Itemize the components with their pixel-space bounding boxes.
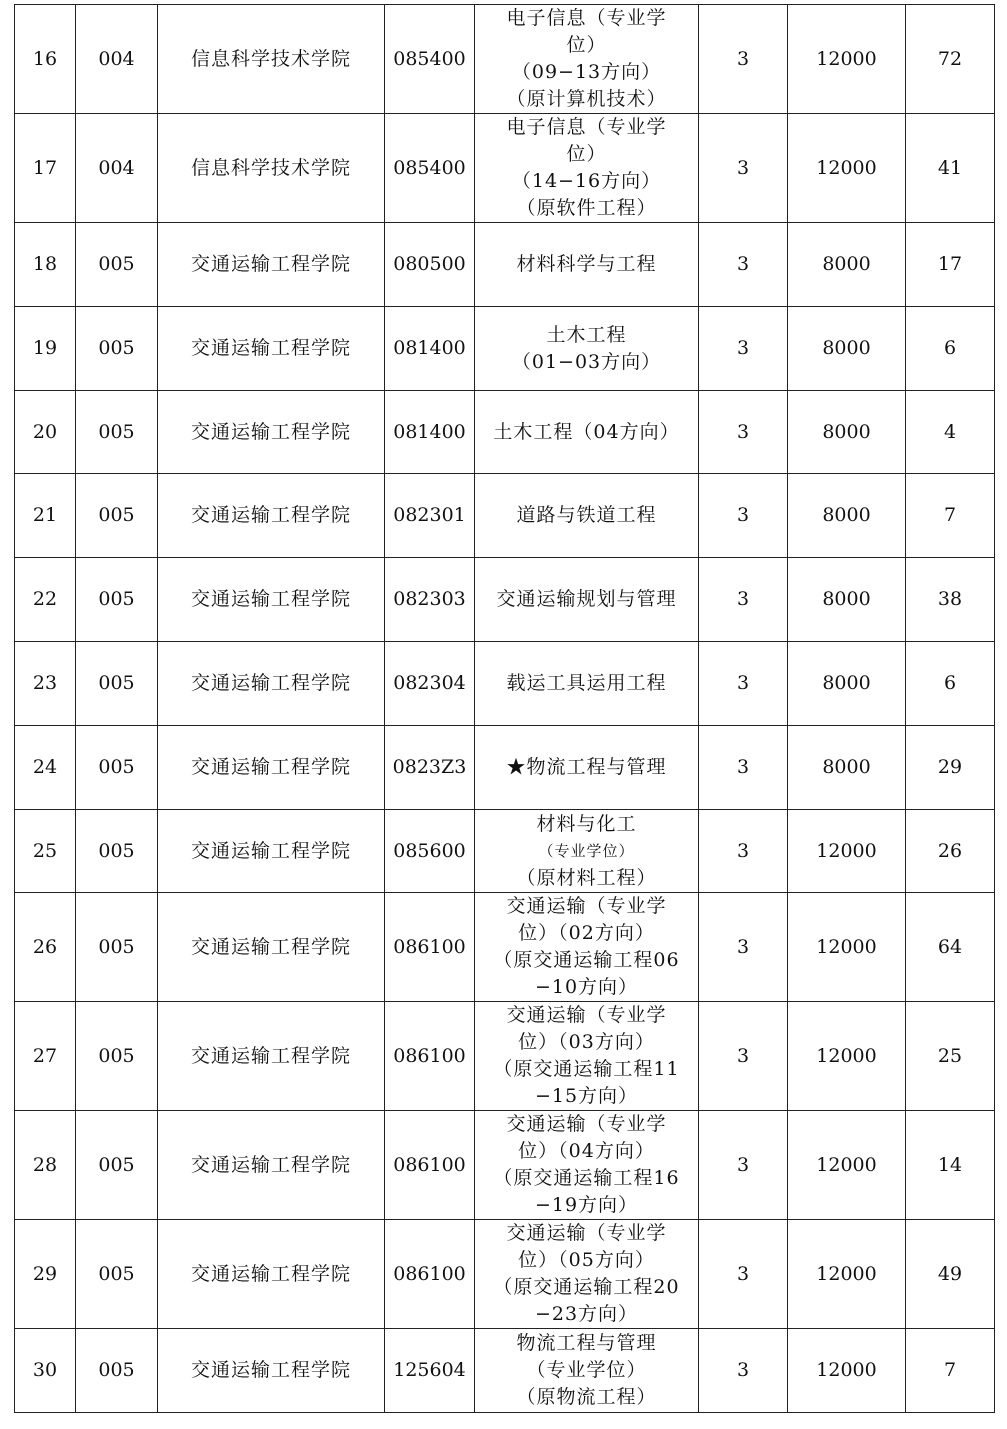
- table-row: [15, 1220, 995, 1329]
- tuition-cell: 8000: [788, 642, 906, 726]
- major-code-cell: 080500: [385, 223, 475, 307]
- major-name-line: 电子信息（专业学: [506, 116, 667, 138]
- major-name-line: （原交通运输工程11: [493, 1058, 680, 1080]
- table-row: [15, 810, 995, 893]
- major-code-cell: 125604: [385, 1329, 475, 1413]
- major-name-line: （原交通运输工程20: [493, 1276, 680, 1298]
- years-cell: 3: [699, 558, 788, 642]
- major-name-line: 位）（05方向）: [518, 1249, 655, 1271]
- major-name-cell: [475, 307, 699, 391]
- major-name-line: （原物流工程）: [516, 1386, 657, 1408]
- row-number-cell: 22: [15, 558, 76, 642]
- college-name-cell: 交通运输工程学院: [158, 1002, 385, 1111]
- major-name-cell: [475, 391, 699, 474]
- table-row: [15, 642, 995, 726]
- row-number-cell: 18: [15, 223, 76, 307]
- major-code-cell: 082303: [385, 558, 475, 642]
- quota-cell: 38: [906, 558, 995, 642]
- major-name-line: −23方向）: [534, 1303, 639, 1325]
- quota-cell: 17: [906, 223, 995, 307]
- college-name-cell: 交通运输工程学院: [158, 726, 385, 810]
- major-name-cell: [475, 558, 699, 642]
- row-number-cell: 25: [15, 810, 76, 893]
- row-number-cell: 17: [15, 114, 76, 223]
- table-row: [15, 223, 995, 307]
- major-name-line: 物流工程与管理: [516, 1332, 657, 1354]
- college-code-cell: 005: [76, 1329, 158, 1413]
- college-code-cell: 005: [76, 474, 158, 558]
- row-number-cell: 29: [15, 1220, 76, 1329]
- quota-cell: 14: [906, 1111, 995, 1220]
- tuition-cell: 12000: [788, 1002, 906, 1111]
- tuition-cell: 12000: [788, 893, 906, 1002]
- major-name-cell: [475, 1002, 699, 1111]
- row-number-cell: 28: [15, 1111, 76, 1220]
- college-name-cell: 交通运输工程学院: [158, 1111, 385, 1220]
- college-name-cell: 交通运输工程学院: [158, 1220, 385, 1329]
- major-name-line: −10方向）: [534, 976, 639, 998]
- major-name-line: ★物流工程与管理: [506, 756, 667, 778]
- major-name-line: 载运工具运用工程: [506, 672, 667, 694]
- major-code-cell: 086100: [385, 1220, 475, 1329]
- major-name-cell: [475, 114, 699, 223]
- college-name-cell: 交通运输工程学院: [158, 1329, 385, 1413]
- college-code-cell: 005: [76, 391, 158, 474]
- table-row: [15, 391, 995, 474]
- major-code-cell: 0823Z3: [385, 726, 475, 810]
- row-number-cell: 24: [15, 726, 76, 810]
- college-name-cell: 信息科学技术学院: [158, 5, 385, 114]
- major-name-line: 材料科学与工程: [516, 253, 657, 275]
- years-cell: 3: [699, 642, 788, 726]
- major-name-line: −19方向）: [534, 1194, 639, 1216]
- table-row: [15, 307, 995, 391]
- major-name-line: 交通运输（专业学: [506, 895, 667, 917]
- major-name-line: −15方向）: [534, 1085, 639, 1107]
- major-name-line: （专业学位）: [526, 1359, 647, 1381]
- major-name-line: 位）: [566, 34, 607, 56]
- major-name-line: 道路与铁道工程: [516, 504, 657, 526]
- tuition-cell: 12000: [788, 810, 906, 893]
- tuition-cell: 12000: [788, 1329, 906, 1413]
- college-code-cell: 005: [76, 558, 158, 642]
- major-name-line: 交通运输（专业学: [506, 1222, 667, 1244]
- major-note: （专业学位）: [538, 841, 635, 860]
- table-row: [15, 893, 995, 1002]
- quota-cell: 72: [906, 5, 995, 114]
- major-name-line: （原软件工程）: [516, 197, 657, 219]
- table-row: [15, 1329, 995, 1413]
- years-cell: 3: [699, 5, 788, 114]
- college-code-cell: 005: [76, 307, 158, 391]
- major-name-cell: [475, 1329, 699, 1413]
- row-number-cell: 19: [15, 307, 76, 391]
- years-cell: 3: [699, 1111, 788, 1220]
- quota-cell: 7: [906, 474, 995, 558]
- enrollment-table: [14, 4, 995, 1413]
- college-name-cell: 交通运输工程学院: [158, 893, 385, 1002]
- major-code-cell: 081400: [385, 391, 475, 474]
- major-name-cell: [475, 726, 699, 810]
- major-name-line: （01−03方向）: [511, 350, 662, 373]
- years-cell: 3: [699, 893, 788, 1002]
- row-number-cell: 26: [15, 893, 76, 1002]
- years-cell: 3: [699, 1002, 788, 1111]
- years-cell: 3: [699, 1220, 788, 1329]
- row-number-cell: 21: [15, 474, 76, 558]
- quota-cell: 7: [906, 1329, 995, 1413]
- major-name-line: 位）（03方向）: [518, 1031, 655, 1053]
- major-name-cell: [475, 474, 699, 558]
- major-name-cell: [475, 1111, 699, 1220]
- major-code-cell: 082301: [385, 474, 475, 558]
- major-name-line: 土木工程（04方向）: [493, 420, 680, 443]
- tuition-cell: 8000: [788, 558, 906, 642]
- quota-cell: 64: [906, 893, 995, 1002]
- years-cell: 3: [699, 474, 788, 558]
- tuition-cell: 8000: [788, 223, 906, 307]
- table-row: [15, 558, 995, 642]
- college-name-cell: 交通运输工程学院: [158, 558, 385, 642]
- major-name-line: 交通运输（专业学: [506, 1004, 667, 1026]
- major-name-cell: [475, 893, 699, 1002]
- major-name-cell: [475, 223, 699, 307]
- years-cell: 3: [699, 114, 788, 223]
- quota-cell: 6: [906, 307, 995, 391]
- table-row: [15, 1002, 995, 1111]
- years-cell: 3: [699, 1329, 788, 1413]
- college-name-cell: 交通运输工程学院: [158, 391, 385, 474]
- college-name-cell: 交通运输工程学院: [158, 307, 385, 391]
- major-code-cell: 086100: [385, 893, 475, 1002]
- major-name-line: （14−16方向）: [511, 170, 662, 192]
- tuition-cell: 12000: [788, 1220, 906, 1329]
- quota-cell: 29: [906, 726, 995, 810]
- tuition-cell: 12000: [788, 5, 906, 114]
- table-body: [15, 5, 995, 1413]
- college-code-cell: 005: [76, 810, 158, 893]
- years-cell: 3: [699, 810, 788, 893]
- major-name-cell: [475, 5, 699, 114]
- college-code-cell: 005: [76, 893, 158, 1002]
- quota-cell: 6: [906, 642, 995, 726]
- row-number-cell: 30: [15, 1329, 76, 1413]
- major-name-line: 电子信息（专业学: [506, 7, 667, 29]
- college-code-cell: 005: [76, 223, 158, 307]
- college-code-cell: 005: [76, 726, 158, 810]
- college-name-cell: 信息科学技术学院: [158, 114, 385, 223]
- tuition-cell: 8000: [788, 474, 906, 558]
- table-row: [15, 726, 995, 810]
- major-code-cell: 082304: [385, 642, 475, 726]
- quota-cell: 41: [906, 114, 995, 223]
- table-row: [15, 474, 995, 558]
- tuition-cell: 12000: [788, 114, 906, 223]
- college-code-cell: 004: [76, 5, 158, 114]
- college-name-cell: 交通运输工程学院: [158, 223, 385, 307]
- quota-cell: 49: [906, 1220, 995, 1329]
- major-name-line: （原交通运输工程16: [493, 1167, 680, 1189]
- major-name-line: 土木工程: [546, 323, 627, 346]
- major-code-cell: 085600: [385, 810, 475, 893]
- quota-cell: 26: [906, 810, 995, 893]
- college-code-cell: 005: [76, 642, 158, 726]
- quota-cell: 4: [906, 391, 995, 474]
- row-number-cell: 27: [15, 1002, 76, 1111]
- years-cell: 3: [699, 223, 788, 307]
- major-code-cell: 085400: [385, 5, 475, 114]
- college-code-cell: 005: [76, 1002, 158, 1111]
- college-code-cell: 005: [76, 1220, 158, 1329]
- major-name-cell: [475, 810, 699, 893]
- major-name-line: （09−13方向）: [511, 61, 662, 83]
- major-name-line: （原交通运输工程06: [493, 949, 680, 971]
- years-cell: 3: [699, 307, 788, 391]
- major-name-line: 位）（02方向）: [518, 922, 655, 944]
- years-cell: 3: [699, 726, 788, 810]
- table-row: [15, 1111, 995, 1220]
- tuition-cell: 12000: [788, 1111, 906, 1220]
- college-code-cell: 004: [76, 114, 158, 223]
- major-code-cell: 086100: [385, 1111, 475, 1220]
- tuition-cell: 8000: [788, 307, 906, 391]
- major-code-cell: 081400: [385, 307, 475, 391]
- tuition-cell: 8000: [788, 726, 906, 810]
- major-name-line: 材料与化工: [536, 812, 637, 835]
- tuition-cell: 8000: [788, 391, 906, 474]
- row-number-cell: 20: [15, 391, 76, 474]
- major-name-line: 交通运输规划与管理: [496, 588, 677, 610]
- table-row: [15, 5, 995, 114]
- years-cell: 3: [699, 391, 788, 474]
- college-name-cell: 交通运输工程学院: [158, 642, 385, 726]
- college-name-cell: 交通运输工程学院: [158, 810, 385, 893]
- college-name-cell: 交通运输工程学院: [158, 474, 385, 558]
- major-name-cell: [475, 642, 699, 726]
- major-code-cell: 086100: [385, 1002, 475, 1111]
- major-name-line: 位）（04方向）: [518, 1140, 655, 1162]
- row-number-cell: 23: [15, 642, 76, 726]
- major-name-line: （原计算机技术）: [506, 88, 667, 110]
- major-name-line: 位）: [566, 143, 607, 165]
- table-row: [15, 114, 995, 223]
- major-name-line: （原材料工程）: [516, 866, 657, 889]
- quota-cell: 25: [906, 1002, 995, 1111]
- college-code-cell: 005: [76, 1111, 158, 1220]
- row-number-cell: 16: [15, 5, 76, 114]
- major-name-line: 交通运输（专业学: [506, 1113, 667, 1135]
- major-code-cell: 085400: [385, 114, 475, 223]
- major-name-cell: [475, 1220, 699, 1329]
